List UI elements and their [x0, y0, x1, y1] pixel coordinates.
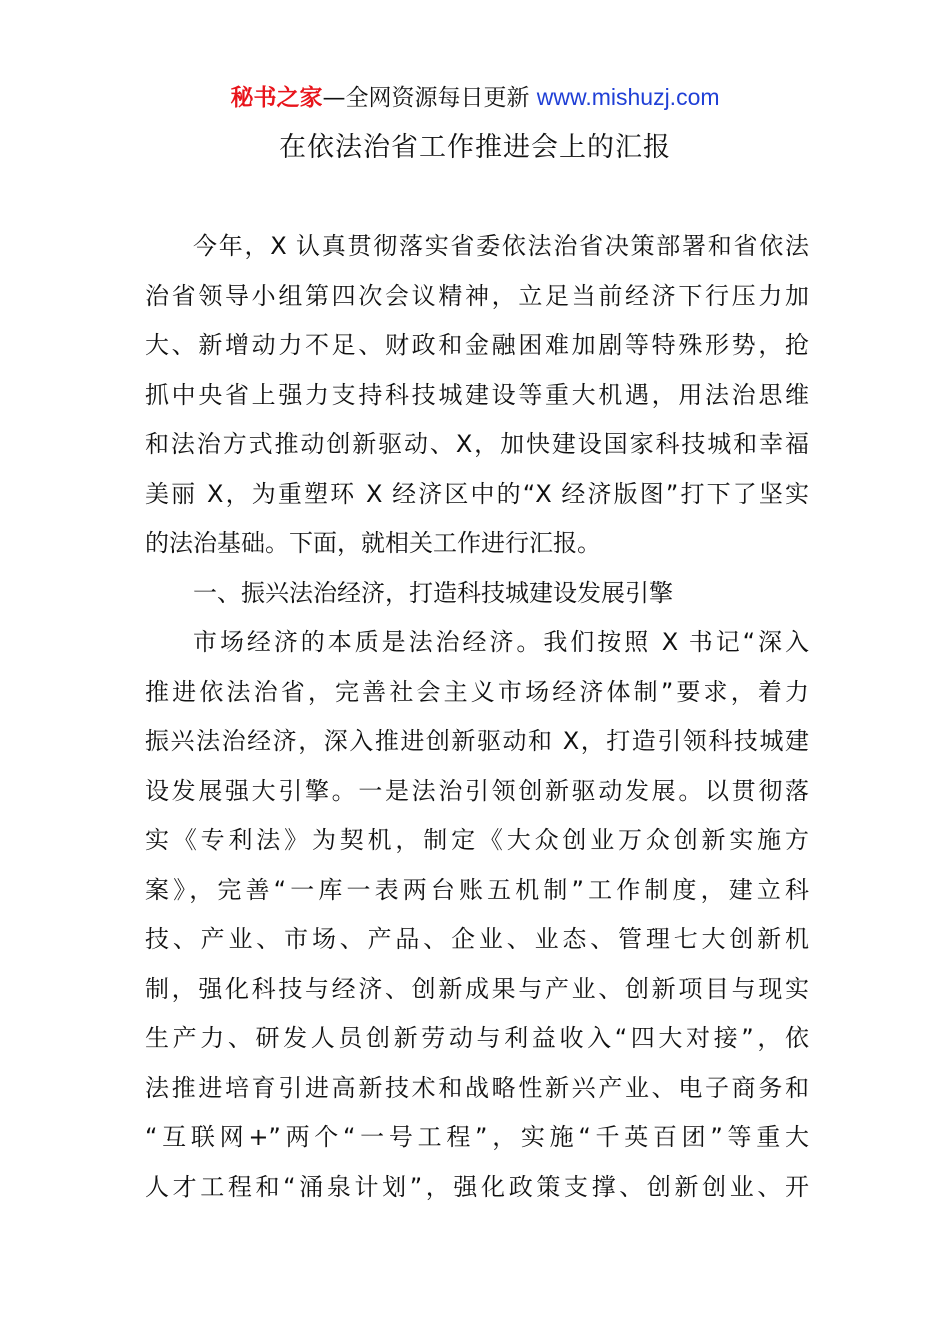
paragraph-line: 制，强化科技与经济、创新成果与产业、创新项目与现实	[145, 974, 809, 1003]
paragraph-line: 美丽 X，为重塑环 X 经济区中的“X 经济版图”打下了坚实	[145, 479, 809, 508]
paragraph-line: 今年，X 认真贯彻落实省委依法治省决策部署和省依法	[193, 232, 809, 260]
header-tagline: —全网资源每日更新	[322, 85, 530, 111]
paragraph-line: 实《专利法》为契机，制定《大众创业万众创新实施方	[145, 826, 809, 854]
document-body	[145, 222, 809, 1212]
paragraph-line: “互联网+”两个“一号工程”，实施“千英百团”等重大	[145, 1123, 809, 1151]
brand-name: 秘书之家	[230, 85, 323, 111]
site-url[interactable]: www.mishuzj.com	[536, 84, 720, 110]
paragraph-line: 和法治方式推动创新驱动、X，加快建设国家科技城和幸福	[145, 430, 809, 458]
paragraph-line: 市场经济的本质是法治经济。我们按照 X 书记“深入	[193, 628, 809, 656]
paragraph-line: 法推进培育引进高新技术和战略性新兴产业、电子商务和	[145, 1073, 809, 1102]
paragraph-line: 人才工程和“涌泉计划”，强化政策支撑、创新创业、开	[145, 1172, 809, 1201]
paragraph-line: 生产力、研发人员创新劳动与利益收入“四大对接”，依	[145, 1024, 809, 1052]
paragraph-line: 技、产业、市场、产品、企业、业态、管理七大创新机	[145, 925, 809, 953]
paragraph-line: 治省领导小组第四次会议精神，立足当前经济下行压力加	[145, 281, 809, 310]
site-header	[0, 80, 950, 115]
paragraph-line: 大、新增动力不足、财政和金融困难加剧等特殊形势，抢	[145, 331, 809, 359]
paragraph-line: 案》，完善“一库一表两台账五机制”工作制度，建立科	[145, 875, 809, 904]
paragraph-line: 推进依法治省，完善社会主义市场经济体制”要求，着力	[145, 677, 809, 706]
paragraph-line: 的法治基础。下面，就相关工作进行汇报。	[145, 529, 601, 557]
paragraph-line: 抓中央省上强力支持科技城建设等重大机遇，用法治思维	[145, 380, 809, 409]
paragraph-line: 振兴法治经济，深入推进创新驱动和 X，打造引领科技城建	[145, 727, 809, 755]
paragraph-line: 设发展强大引擎。一是法治引领创新驱动发展。以贯彻落	[145, 776, 809, 805]
section-heading: 一、振兴法治经济，打造科技城建设发展引擎	[193, 578, 673, 607]
document-title: 在依法治省工作推进会上的汇报	[279, 132, 671, 163]
